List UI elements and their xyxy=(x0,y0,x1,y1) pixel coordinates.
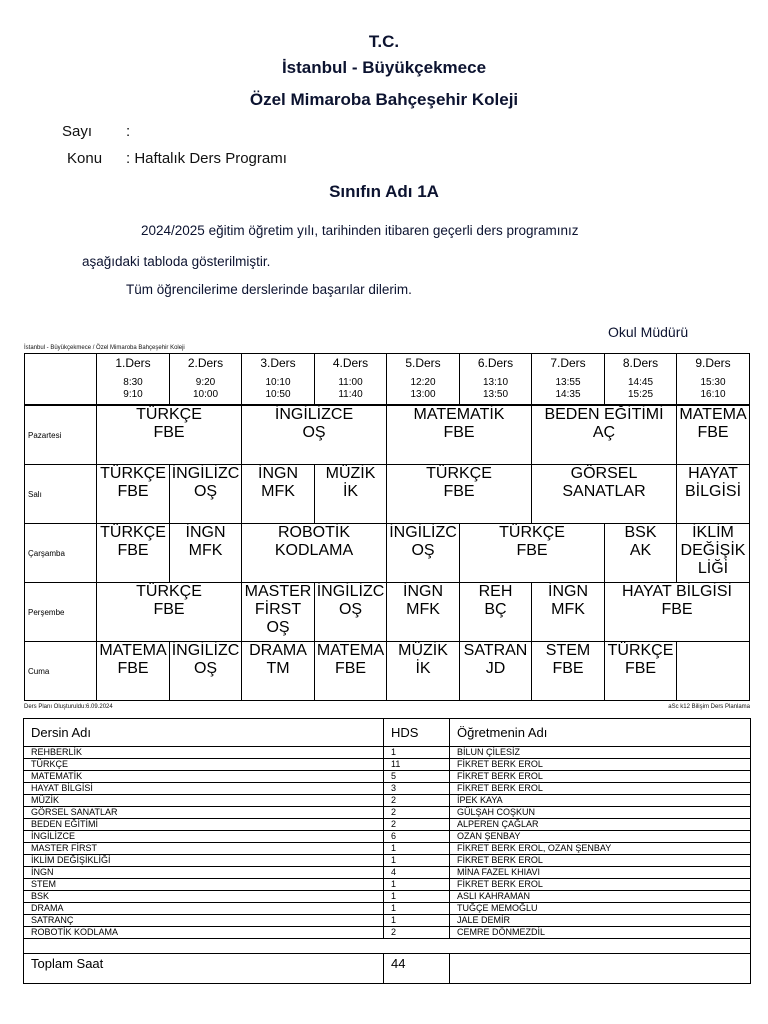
lesson-cell xyxy=(315,583,387,642)
period-start-time: 12:20 xyxy=(410,377,436,388)
subject-hds: 1 xyxy=(384,843,450,855)
software-credit: aSc k12 Bilişim Ders Planlama xyxy=(668,704,750,710)
subject-hds: 2 xyxy=(384,927,450,939)
sayi-label: Sayı xyxy=(62,123,93,140)
lesson-teacher-code: BİLGİSİ xyxy=(684,483,742,500)
subject-table-header-row xyxy=(24,719,751,747)
lesson-subject: TÜRKÇE xyxy=(499,524,565,541)
subject-name: İNGN xyxy=(24,867,384,879)
lesson-cell xyxy=(97,642,170,701)
lesson-subject: HAYAT xyxy=(688,465,738,482)
period-name: 2.Ders xyxy=(187,356,224,370)
total-label: Toplam Saat xyxy=(24,954,384,984)
period-header xyxy=(532,354,605,406)
period-header xyxy=(387,354,460,406)
weekly-timetable xyxy=(24,353,750,701)
lesson-teacher-code: OŞ xyxy=(411,542,435,559)
timetable-day-row xyxy=(25,583,750,642)
lesson-teacher-code: TM xyxy=(266,660,290,677)
subject-row xyxy=(24,795,751,807)
timetable-header-row xyxy=(25,354,750,406)
doc-header-city: İstanbul - Büyükçekmece xyxy=(281,58,487,77)
subject-hds: 1 xyxy=(384,915,450,927)
lesson-cell xyxy=(605,524,677,583)
lesson-teacher-code: FBE xyxy=(443,424,475,441)
subject-row xyxy=(24,771,751,783)
period-end-time: 13:50 xyxy=(482,389,509,400)
doc-header-tc: T.C. xyxy=(368,32,400,51)
lesson-teacher-code: DEĞİŞİK xyxy=(680,542,746,559)
subject-row xyxy=(24,807,751,819)
period-start-time: 9:20 xyxy=(195,377,216,388)
subject-hds: 1 xyxy=(384,879,450,891)
lesson-teacher-code: LİĞİ xyxy=(697,560,729,577)
period-end-time: 15:25 xyxy=(627,389,654,400)
subject-hds: 5 xyxy=(384,771,450,783)
subject-hds: 3 xyxy=(384,783,450,795)
subject-teacher: JALE DEMİR xyxy=(450,915,751,927)
lesson-subject: TÜRKÇE xyxy=(607,642,674,659)
lesson-subject: İNGN xyxy=(548,583,588,600)
lesson-subject: REH xyxy=(478,583,513,600)
lesson-cell xyxy=(97,465,170,524)
period-name: 6.Ders xyxy=(477,356,514,370)
lesson-subject: TÜRKÇE xyxy=(100,524,166,541)
lesson-subject: MASTER xyxy=(244,583,312,600)
intro-paragraph-2: aşağıdaki tabloda gösterilmiştir. xyxy=(82,254,271,269)
lesson-teacher-code: FBE xyxy=(153,424,185,441)
lesson-teacher-code: FBE xyxy=(661,601,693,618)
lesson-cell xyxy=(387,465,532,524)
day-name: Çarşamba xyxy=(25,524,97,583)
lesson-cell xyxy=(605,583,750,642)
subject-row xyxy=(24,759,751,771)
lesson-subject: BEDEN EĞİTİMİ xyxy=(544,406,664,423)
period-end-time: 16:10 xyxy=(700,389,726,400)
header-hds: HDS xyxy=(384,719,450,747)
timetable-day-row xyxy=(25,405,750,465)
total-empty-cell xyxy=(450,954,751,984)
subject-hds: 6 xyxy=(384,831,450,843)
subject-hds: 11 xyxy=(384,759,450,771)
lesson-cell xyxy=(605,642,677,701)
lesson-teacher-code: FBE xyxy=(443,483,475,500)
lesson-subject: SATRAN xyxy=(463,642,528,659)
lesson-subject: İNGN xyxy=(185,524,226,541)
period-end-time: 11:40 xyxy=(338,389,363,400)
subject-name: MASTER FİRST xyxy=(24,843,384,855)
lesson-teacher-code: OŞ xyxy=(302,424,326,441)
lesson-teacher-code: MFK xyxy=(551,601,585,618)
period-name: 4.Ders xyxy=(332,356,369,370)
total-value: 44 xyxy=(384,954,450,984)
lesson-teacher-code: OŞ xyxy=(193,483,218,500)
period-header xyxy=(460,354,532,406)
blank-cell xyxy=(24,939,751,954)
subject-name: ROBOTİK KODLAMA xyxy=(24,927,384,939)
subject-row xyxy=(24,747,751,759)
subject-name: REHBERLİK xyxy=(24,747,384,759)
lesson-cell xyxy=(242,524,387,583)
konu-value: : Haftalık Ders Programı xyxy=(126,150,287,167)
subject-name: BSK xyxy=(24,891,384,903)
lesson-cell xyxy=(677,642,750,701)
lesson-teacher-code: FBE xyxy=(516,542,548,559)
subject-teacher: OZAN ŞENBAY xyxy=(450,831,751,843)
lesson-cell xyxy=(170,642,242,701)
subject-row xyxy=(24,903,751,915)
lesson-cell xyxy=(315,642,387,701)
subject-row xyxy=(24,855,751,867)
period-name: 8.Ders xyxy=(622,356,659,370)
lesson-cell xyxy=(315,465,387,524)
lesson-cell xyxy=(532,642,605,701)
lesson-cell xyxy=(97,583,242,642)
lesson-cell xyxy=(532,465,677,524)
period-start-time: 14:45 xyxy=(627,377,654,388)
lesson-cell xyxy=(97,524,170,583)
subject-teacher: ASLI KAHRAMAN xyxy=(450,891,751,903)
period-start-time: 13:55 xyxy=(555,377,581,388)
lesson-subject: İNGİLİZC xyxy=(171,465,240,482)
lesson-teacher-code: FBE xyxy=(334,660,367,677)
lesson-teacher-code: MFK xyxy=(188,542,223,559)
lesson-subject: MATEMA xyxy=(316,642,385,659)
subject-teacher: BİLUN ÇİLESİZ xyxy=(450,747,751,759)
lesson-subject: İNGN xyxy=(403,583,443,600)
subject-blank-row xyxy=(24,939,751,954)
subject-teacher: İPEK KAYA xyxy=(450,795,751,807)
day-name: Cuma xyxy=(25,642,97,701)
subject-row xyxy=(24,819,751,831)
period-start-time: 8:30 xyxy=(123,377,143,388)
subject-hds: 2 xyxy=(384,819,450,831)
lesson-subject: HAYAT BİLGİSİ xyxy=(622,583,732,600)
header-teacher: Öğretmenin Adı xyxy=(450,719,751,747)
lesson-cell xyxy=(460,524,605,583)
lesson-teacher-code: FBE xyxy=(117,542,149,559)
lesson-subject: TÜRKÇE xyxy=(136,406,202,423)
konu-label: Konu xyxy=(67,150,103,167)
period-header xyxy=(170,354,242,406)
subject-name: MÜZİK xyxy=(24,795,384,807)
subject-row xyxy=(24,831,751,843)
total-row xyxy=(24,954,751,984)
timetable-day-row xyxy=(25,642,750,701)
subject-name: DRAMA xyxy=(24,903,384,915)
lesson-teacher-code: İK xyxy=(415,660,431,677)
subject-name: STEM xyxy=(24,879,384,891)
timetable-day-row xyxy=(25,524,750,583)
created-date-note: Ders Planı Oluşturuldu:6.09.2024 xyxy=(24,704,113,710)
lesson-cell xyxy=(677,405,750,465)
period-end-time: 13:00 xyxy=(410,389,436,400)
lesson-cell xyxy=(677,465,750,524)
lesson-subject: BSK xyxy=(624,524,657,541)
lesson-teacher-code: OŞ xyxy=(193,660,218,677)
period-header xyxy=(97,354,170,406)
lesson-teacher-code: KODLAMA xyxy=(274,542,354,559)
intro-paragraph-3: Tüm öğrencilerime derslerinde başarılar dilerim. xyxy=(126,282,412,297)
lesson-subject: İNGİLİZC xyxy=(389,524,457,541)
lesson-cell xyxy=(532,583,605,642)
lesson-teacher-code: OŞ xyxy=(266,619,290,636)
timetable-corner-cell xyxy=(25,354,97,406)
subject-hds: 2 xyxy=(384,807,450,819)
doc-header-school: Özel Mimaroba Bahçeşehir Koleji xyxy=(249,90,519,109)
lesson-subject: İNGİLİZC xyxy=(171,642,240,659)
lesson-teacher-code: MFK xyxy=(406,601,440,618)
subject-hds: 1 xyxy=(384,891,450,903)
lesson-cell xyxy=(242,405,387,465)
lesson-subject: TÜRKÇE xyxy=(100,465,166,482)
lesson-teacher-code: FBE xyxy=(697,424,729,441)
lesson-subject: MATEMATİK xyxy=(413,406,505,423)
subject-teacher: MİNA FAZEL KHIAVI xyxy=(450,867,751,879)
period-name: 7.Ders xyxy=(550,356,586,370)
subject-hds: 1 xyxy=(384,855,450,867)
lesson-cell xyxy=(387,524,460,583)
lesson-cell xyxy=(170,524,242,583)
subject-row xyxy=(24,867,751,879)
subject-hds: 2 xyxy=(384,795,450,807)
period-start-time: 10:10 xyxy=(265,377,291,388)
period-header xyxy=(677,354,750,406)
subject-teacher: FİKRET BERK EROL xyxy=(450,783,751,795)
lesson-teacher-code: FBE xyxy=(117,660,149,677)
lesson-subject: MÜZİK xyxy=(398,642,448,659)
timetable-day-row xyxy=(25,465,750,524)
lesson-subject: DRAMA xyxy=(249,642,307,659)
intro-paragraph-1: 2024/2025 eğitim öğretim yılı, tarihinden itibaren geçerli ders programınız xyxy=(141,223,579,238)
lesson-teacher-code: AÇ xyxy=(592,424,616,441)
lesson-subject: İKLİM xyxy=(692,524,734,541)
subject-teacher: FİKRET BERK EROL, OZAN ŞENBAY xyxy=(450,843,751,855)
lesson-cell xyxy=(170,465,242,524)
subject-name: BEDEN EĞİTİMİ xyxy=(24,819,384,831)
subject-teacher: CEMRE DÖNMEZDİL xyxy=(450,927,751,939)
subject-hds: 1 xyxy=(384,747,450,759)
subject-row xyxy=(24,879,751,891)
lesson-subject: MATEMA xyxy=(679,406,747,423)
lesson-teacher-code: FBE xyxy=(624,660,657,677)
subject-teacher: FİKRET BERK EROL xyxy=(450,771,751,783)
timetable-caption: İstanbul - Büyükçekmece / Özel Mimaroba Bahçeşehir Koleji xyxy=(24,345,185,351)
subject-row xyxy=(24,783,751,795)
lesson-subject: İNGİLİZC xyxy=(316,583,385,600)
principal-signature-label: Okul Müdürü xyxy=(608,324,689,340)
period-name: 5.Ders xyxy=(405,356,441,370)
lesson-teacher-code: MFK xyxy=(261,483,295,500)
day-name: Salı xyxy=(25,465,97,524)
period-end-time: 10:00 xyxy=(192,389,219,400)
period-name: 3.Ders xyxy=(260,356,296,370)
lesson-teacher-code: FİRST xyxy=(254,601,302,618)
period-start-time: 15:30 xyxy=(700,377,726,388)
subject-row xyxy=(24,891,751,903)
subject-teacher: FİKRET BERK EROL xyxy=(450,855,751,867)
lesson-cell xyxy=(97,405,242,465)
lesson-subject: TÜRKÇE xyxy=(136,583,202,600)
lesson-teacher-code: OŞ xyxy=(338,601,363,618)
subject-teacher: FİKRET BERK EROL xyxy=(450,879,751,891)
lesson-cell xyxy=(242,465,315,524)
header-subject-name: Dersin Adı xyxy=(24,719,384,747)
subject-teacher: GÜLŞAH COŞKUN xyxy=(450,807,751,819)
subject-name: İKLİM DEĞİŞİKLİĞİ xyxy=(24,855,384,867)
lesson-cell xyxy=(242,583,315,642)
lesson-subject: MATEMA xyxy=(99,642,167,659)
lesson-subject: İNGİLİZCE xyxy=(274,406,354,423)
lesson-cell xyxy=(387,405,532,465)
subject-hds: 1 xyxy=(384,903,450,915)
subject-hds: 4 xyxy=(384,867,450,879)
subject-name: GÖRSEL SANATLAR xyxy=(24,807,384,819)
subject-name: İNGİLİZCE xyxy=(24,831,384,843)
period-end-time: 14:35 xyxy=(555,389,581,400)
lesson-cell xyxy=(460,642,532,701)
period-end-time: 9:10 xyxy=(123,389,143,400)
subject-name: SATRANÇ xyxy=(24,915,384,927)
subject-row xyxy=(24,843,751,855)
lesson-subject: TÜRKÇE xyxy=(426,465,492,482)
lesson-teacher-code: BÇ xyxy=(484,601,507,618)
day-name: Perşembe xyxy=(25,583,97,642)
lesson-cell xyxy=(677,524,750,583)
subject-name: HAYAT BİLGİSİ xyxy=(24,783,384,795)
lesson-teacher-code: JD xyxy=(485,660,506,677)
subject-name: MATEMATİK xyxy=(24,771,384,783)
sayi-colon: : xyxy=(126,123,131,140)
lesson-cell xyxy=(460,583,532,642)
lesson-teacher-code: İK xyxy=(342,483,359,500)
lesson-cell xyxy=(387,642,460,701)
period-header xyxy=(605,354,677,406)
lesson-subject: STEM xyxy=(545,642,591,659)
subject-name: TÜRKÇE xyxy=(24,759,384,771)
day-name: Pazartesi xyxy=(25,405,97,465)
lesson-subject: MÜZİK xyxy=(325,465,376,482)
lesson-teacher-code: AK xyxy=(629,542,652,559)
lesson-cell xyxy=(532,405,677,465)
subject-teacher: ALPEREN ÇAĞLAR xyxy=(450,819,751,831)
lesson-teacher-code: FBE xyxy=(552,660,584,677)
period-start-time: 13:10 xyxy=(482,377,509,388)
class-title: Sınıfın Adı 1A xyxy=(329,182,439,201)
subject-row xyxy=(24,915,751,927)
lesson-subject: İNGN xyxy=(258,465,298,482)
subject-row xyxy=(24,927,751,939)
period-header xyxy=(242,354,315,406)
period-name: 9.Ders xyxy=(695,356,731,370)
lesson-cell xyxy=(242,642,315,701)
period-start-time: 11:00 xyxy=(338,377,363,388)
lesson-teacher-code: FBE xyxy=(117,483,149,500)
lesson-cell xyxy=(387,583,460,642)
lesson-subject: GÖRSEL xyxy=(570,465,638,482)
period-header xyxy=(315,354,387,406)
lesson-teacher-code: SANATLAR xyxy=(562,483,646,500)
subject-teacher: TUĞÇE MEMOĞLU xyxy=(450,903,751,915)
subject-teacher: FİKRET BERK EROL xyxy=(450,759,751,771)
subject-list-table xyxy=(23,718,751,984)
period-name: 1.Ders xyxy=(115,356,151,370)
lesson-teacher-code: FBE xyxy=(153,601,185,618)
lesson-subject: ROBOTİK xyxy=(277,524,350,541)
period-end-time: 10:50 xyxy=(265,389,291,400)
